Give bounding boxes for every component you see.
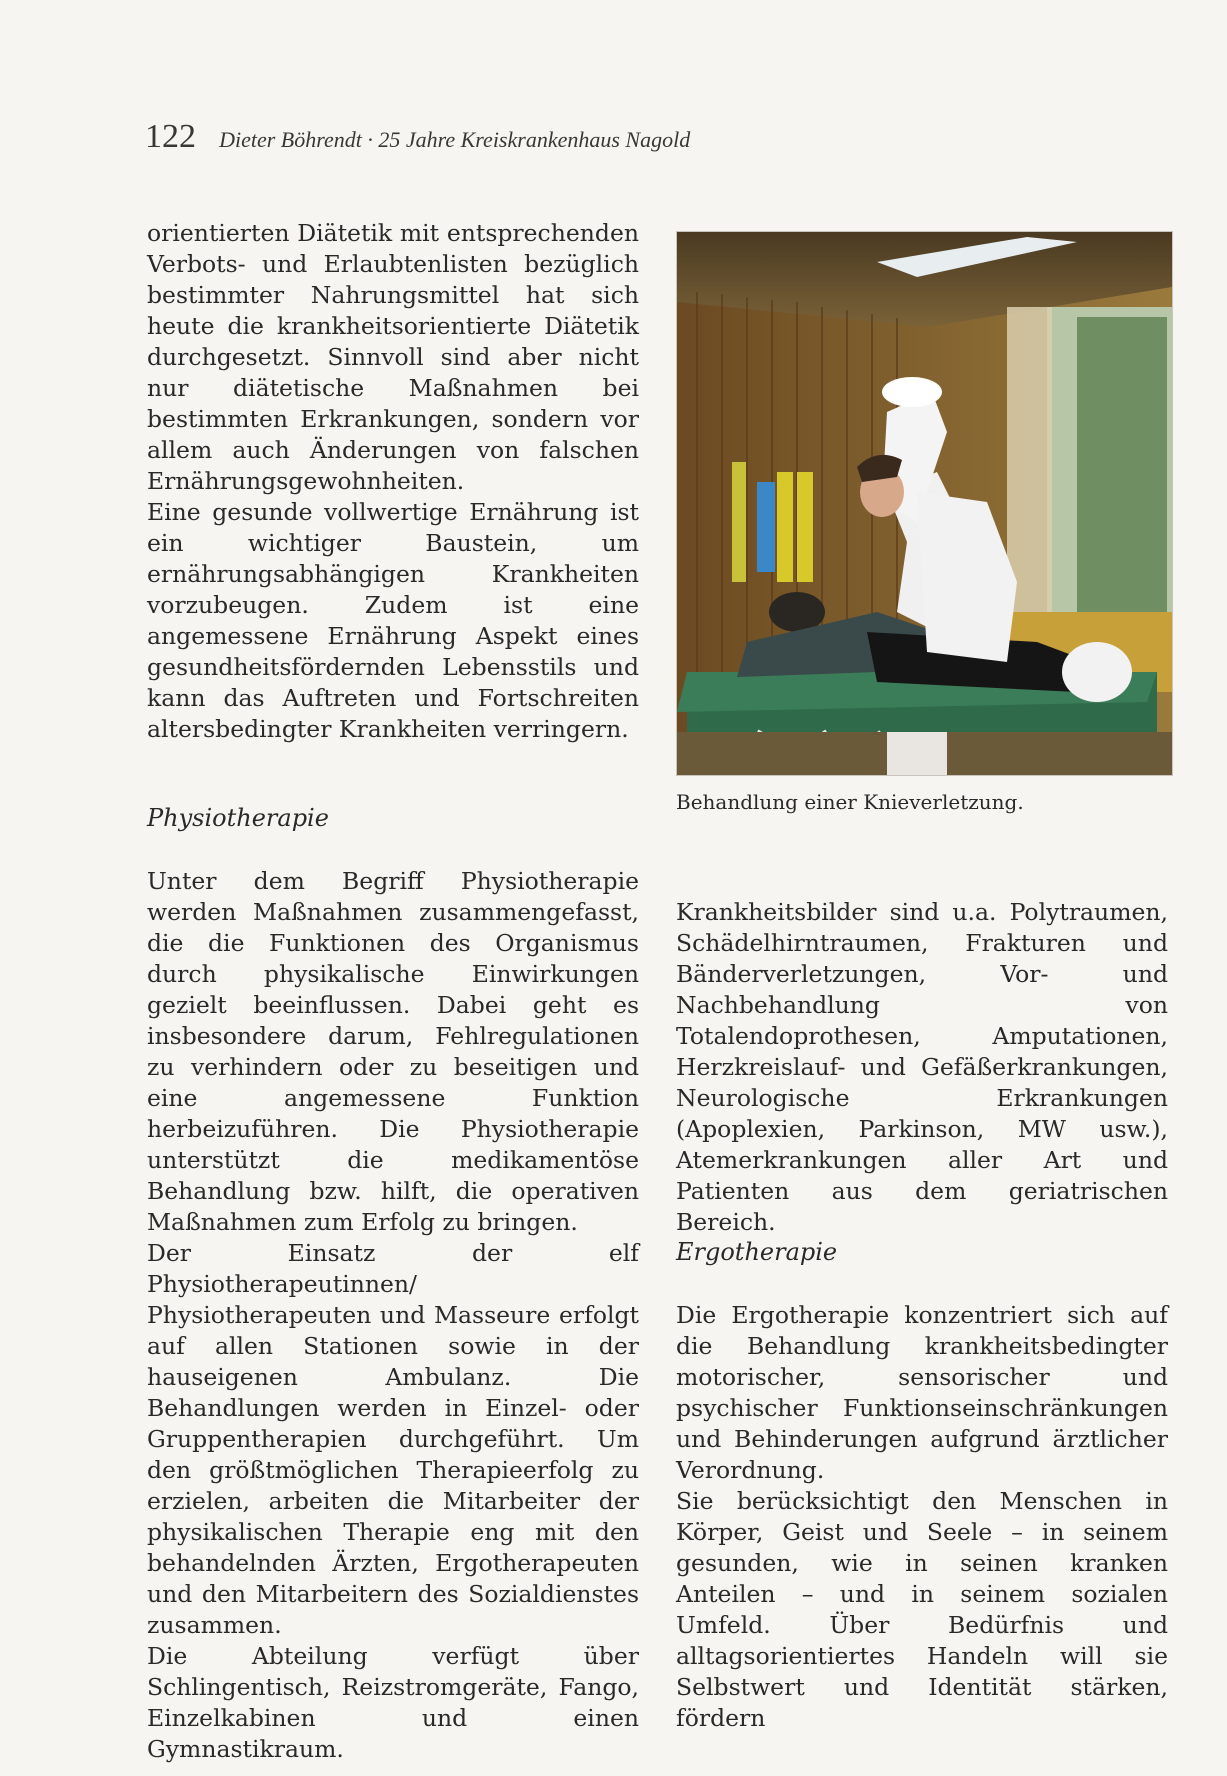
paragraph: Die Abteilung verfügt über Schlingentisch, Reizstromgeräte, Fango, Einzelkabinen und einen Gymnastikraum.	[147, 1642, 639, 1763]
paragraph: Krankheitsbilder sind u.a. Polytraumen, Schädelhirntraumen, Frakturen und Bänderverletzungen, Vor- und Nachbehandlung von Totalendoprothesen, Amputationen, Herzkreislauf- und Gefäßerkrankungen, Neurologische Erkrankungen (Apoplexien, Parkinson, MW usw.), Atemerkrankungen aller Art und Patienten aus dem geriatrischen Bereich.	[676, 898, 1168, 1236]
photo-knee-treatment	[676, 231, 1173, 776]
page-number: 122	[145, 118, 196, 155]
paragraph: Die Ergotherapie konzentriert sich auf die Behandlung krankheitsbedingter motorischer, sensorischer und psychischer Funktionseinschränkungen und Behinderungen aufgrund ärztlicher Verordnung.	[676, 1301, 1168, 1484]
running-title: Dieter Böhrendt · 25 Jahre Kreiskrankenhaus Nagold	[219, 127, 691, 152]
page-header	[145, 118, 690, 156]
paragraph: Der Einsatz der elf Physiotherapeutinnen/ Physiotherapeuten und Masseure erfolgt auf allen Stationen sowie in der hauseigenen Ambulanz. Die Behandlungen werden in Einzel- oder Gruppentherapien durchgeführt. Um den größtmöglichen Therapieerfolg zu erzielen, arbeiten die Mitarbeiter der physikalischen Therapie eng mit den behandelnden Ärzten, Ergotherapeuten und den Mitarbeitern des Sozialdienstes zusammen.	[147, 1239, 639, 1639]
section-heading-ergotherapie: Ergotherapie	[676, 1238, 838, 1266]
photo-caption: Behandlung einer Knieverletzung.	[676, 790, 1024, 814]
continuation-text	[676, 897, 1168, 1238]
paragraph: Unter dem Begriff Physiotherapie werden Maßnahmen zusammengefasst, die die Funktionen des Organismus durch physikalische Einwirkungen gezielt beeinflussen. Dabei geht es insbesondere darum, Fehlregulationen zu verhindern oder zu beseitigen und eine angemessene Funktion herbeizuführen. Die Physiotherapie unterstützt die medikamentöse Behandlung bzw. hilft, die operativen Maßnahmen zum Erfolg zu bringen.	[147, 867, 639, 1236]
paragraph: Sie berücksichtigt den Menschen in Körper, Geist und Seele – in seinem gesunden, wie in seinen kranken Anteilen – und in seinem sozialen Umfeld. Über Bedürfnis und alltagsorientiertes Handeln will sie Selbstwert und Identität stärken, fördern	[676, 1487, 1168, 1732]
paragraph: orientierten Diätetik mit entsprechenden Verbots- und Erlaubtenlisten bezüglich bestimmter Nahrungsmittel hat sich heute die krankheitsorientierte Diätetik durchgesetzt. Sinnvoll sind aber nicht nur diätetische Maßnahmen bei bestimmten Erkrankungen, sondern vor allem auch Änderungen von falschen Ernährungsgewohnheiten.	[147, 219, 639, 495]
section-heading-physiotherapie: Physiotherapie	[147, 804, 329, 832]
ergotherapie-text	[676, 1300, 1168, 1734]
paragraph: Eine gesunde vollwertige Ernährung ist ein wichtiger Baustein, um ernährungsabhängigen Krankheiten vorzubeugen. Zudem ist eine angemessene Ernährung Aspekt eines gesundheitsfördernden Lebensstils und kann das Auftreten und Fortschreiten altersbedingter Krankheiten verringern.	[147, 498, 639, 743]
intro-text	[147, 218, 639, 745]
physiotherapie-text	[147, 866, 639, 1765]
